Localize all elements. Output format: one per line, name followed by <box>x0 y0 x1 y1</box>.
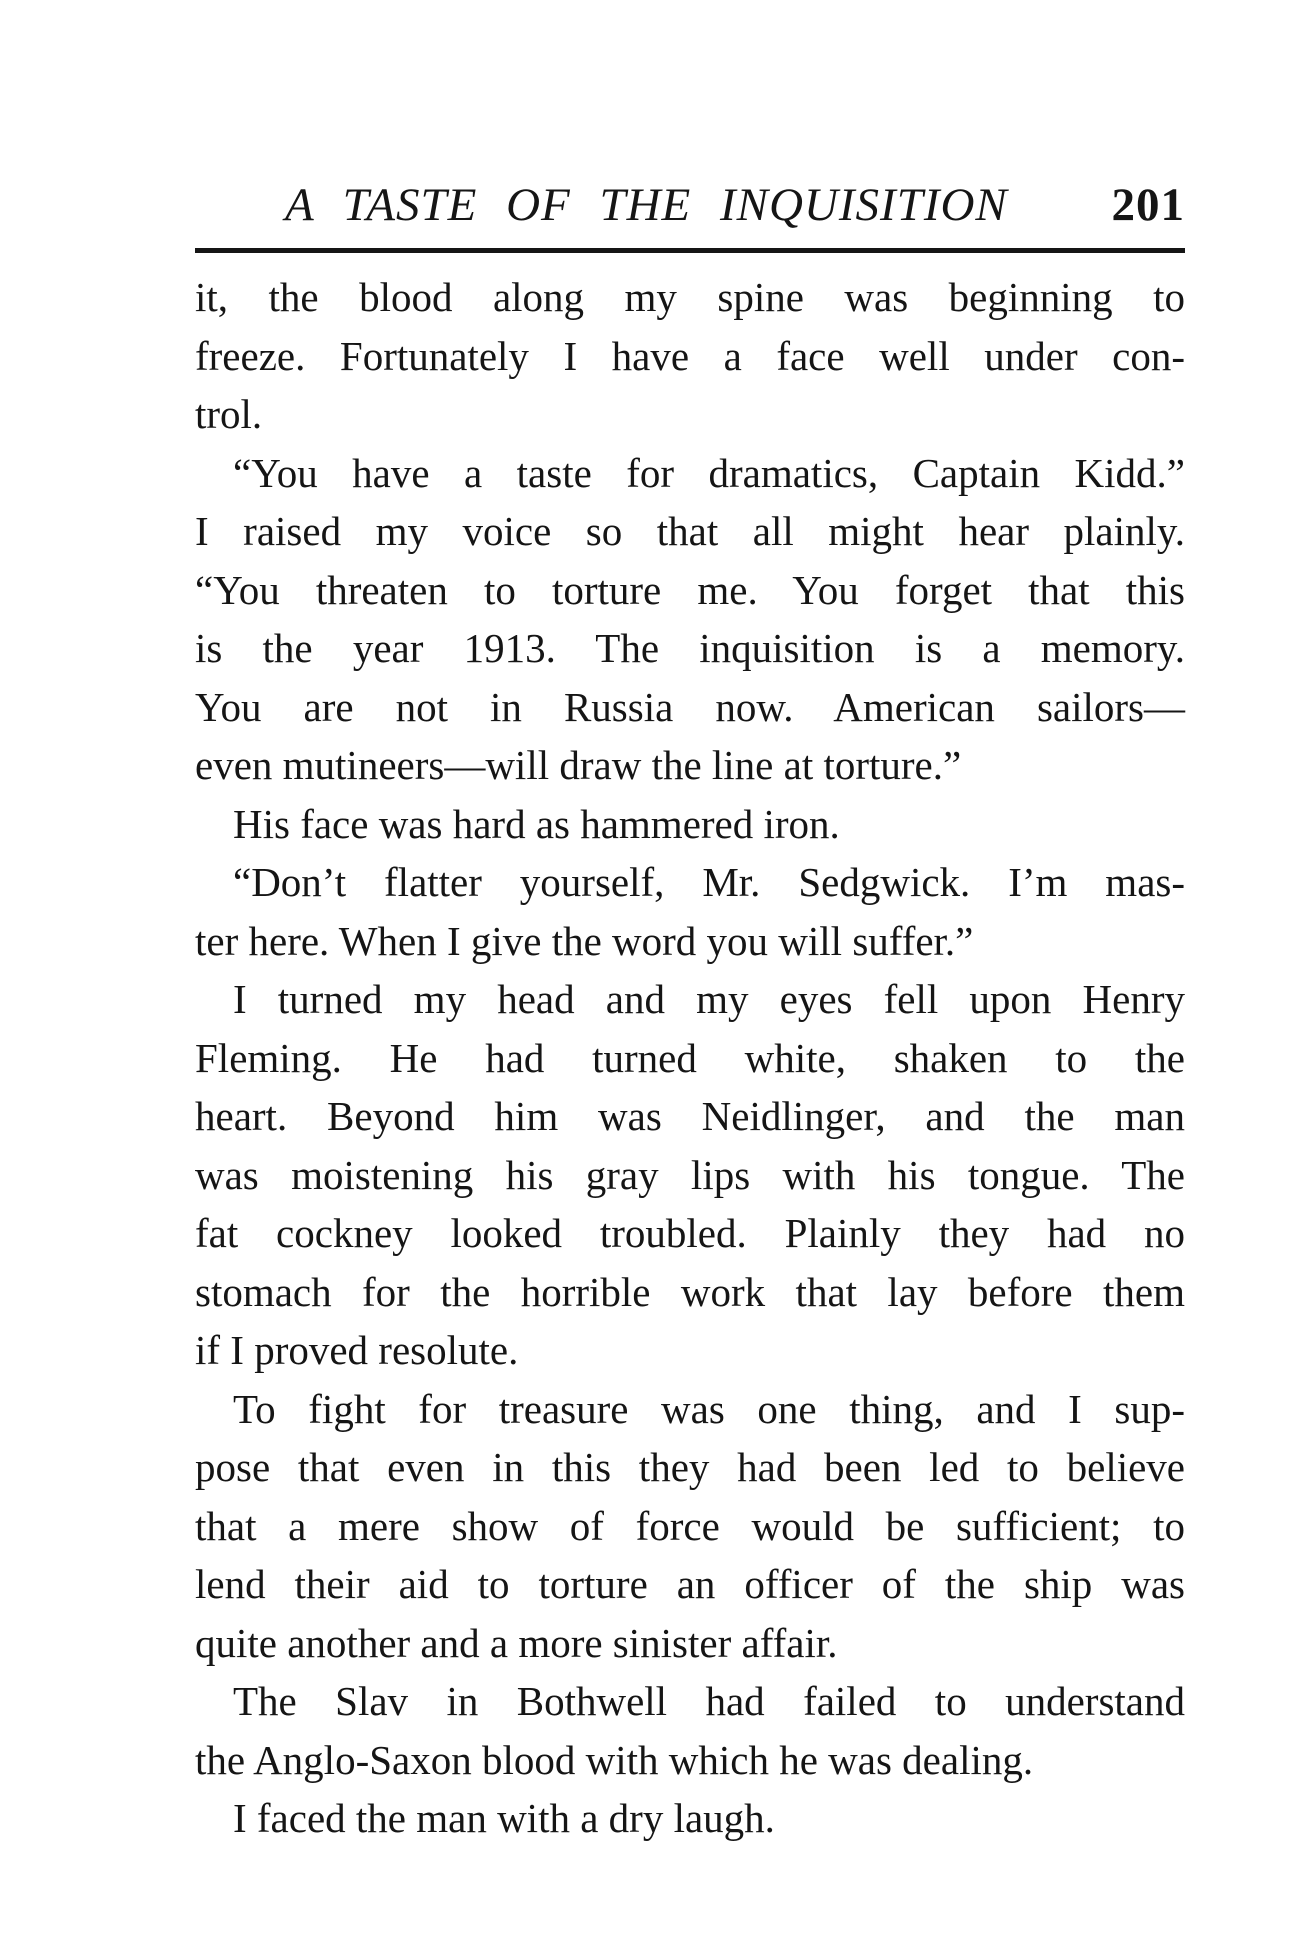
text-line: I faced the man with a dry laugh. <box>233 1795 775 1841</box>
running-header <box>195 178 1185 238</box>
text-line: if I proved resolute. <box>195 1327 519 1373</box>
text-line: “You have a taste for dramatics, Captain Kidd.” <box>233 449 1185 496</box>
running-title: A TASTE OF THE INQUISITION <box>285 179 1008 231</box>
text-line: even mutineers—will draw the line at torture.” <box>195 742 962 788</box>
text-line: quite another and a more sinister affair. <box>195 1619 838 1666</box>
text-line: heart. Beyond him was Neidlinger, and the man <box>195 1093 1185 1139</box>
text-line: pose that even in this they had been led to believe <box>195 1444 1185 1490</box>
text-line: was moistening his gray lips with his tongue. The <box>195 1151 1185 1198</box>
text-line: “You threaten to torture me. You forget that this <box>195 566 1185 613</box>
text-line: I turned my head and my eyes fell upon Henry <box>233 976 1185 1022</box>
text-line: trol. <box>195 391 263 437</box>
text-line: fat cockney looked troubled. Plainly they had no <box>195 1210 1185 1256</box>
text-line: that a mere show of force would be sufficient; to <box>195 1502 1185 1549</box>
text-line: “Don’t flatter yourself, Mr. Sedgwick. I’m mas- <box>233 859 1185 905</box>
text-line: it, the blood along my spine was beginning to <box>195 274 1185 320</box>
text-line: lend their aid to torture an officer of the ship was <box>195 1561 1185 1607</box>
text-line: To fight for treasure was one thing, and I sup- <box>233 1385 1185 1432</box>
text-line: Fleming. He had turned white, shaken to the <box>195 1034 1185 1081</box>
header-rule <box>195 248 1185 253</box>
text-line: His face was hard as hammered iron. <box>233 800 840 847</box>
text-line: You are not in Russia now. American sailors— <box>195 683 1185 730</box>
text-line: stomach for the horrible work that lay before them <box>195 1268 1185 1315</box>
page-number: 201 <box>1111 179 1185 231</box>
text-line: freeze. Fortunately I have a face well under con- <box>195 332 1185 379</box>
text-line: ter here. When I give the word you will suffer.” <box>195 917 974 964</box>
book-page <box>195 0 1195 1945</box>
body-text <box>195 268 1185 1848</box>
text-line: the Anglo-Saxon blood with which he was dealing. <box>195 1736 1034 1783</box>
text-line: I raised my voice so that all might hear plainly. <box>195 508 1185 554</box>
text-line: The Slav in Bothwell had failed to understand <box>233 1678 1185 1724</box>
text-line: is the year 1913. The inquisition is a memory. <box>195 625 1185 671</box>
